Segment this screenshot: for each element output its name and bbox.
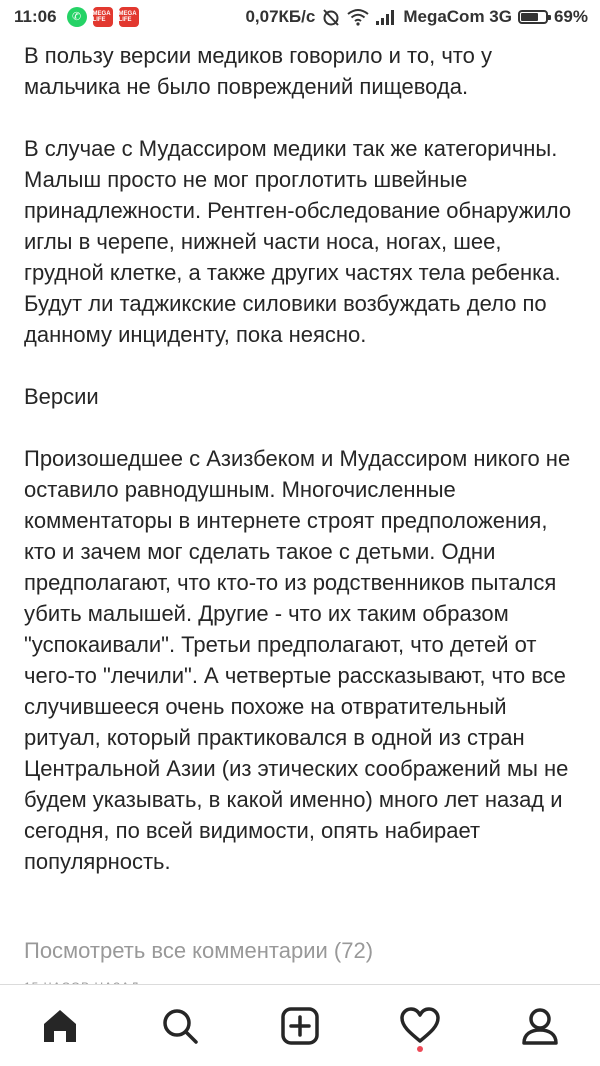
view-all-comments-link[interactable]: Посмотреть все комментарии (72)	[24, 938, 374, 963]
caption-paragraph: В случае с Мудассиром медики так же категоричны. Малыш просто не мог проглотить швейные принадлежности. Рентген-обследование обнаружило иглы в черепе, нижней части носа, ногах, шее, грудной клетке, а также других частях тела ребенка. Будут ли таджикские силовики возбуждать дело по данному инциденту, пока неясно.	[24, 136, 572, 347]
caption-paragraph: В пользу версии медиков говорило и то, что у мальчика не было повреждений пищевода.	[24, 43, 492, 99]
signal-icon	[375, 9, 397, 25]
carrier-name: MegaCom 3G	[403, 7, 512, 26]
alarm-off-icon	[321, 7, 341, 27]
status-right	[245, 7, 588, 27]
bottom-nav	[0, 984, 600, 1066]
activity-icon	[399, 1006, 441, 1046]
nav-profile-button[interactable]	[510, 996, 570, 1056]
wifi-icon	[347, 8, 369, 26]
profile-icon	[520, 1006, 560, 1046]
status-left	[14, 7, 139, 27]
caption-paragraph: Произошедшее с Азизбеком и Мудассиром никого не оставило равнодушным. Многочисленные комментаторы в интернете строят предположения, кто и зачем мог сделать такое с детьми. Одни предполагают, что кто-то из родственников пытался убить малышей. Другие - что их таким образом "успокаивали". Третьи предполагают, что детей от чего-то "лечили". А четвертые рассказывают, что все случившееся очень похоже на отвратительный ритуал, который практиковался в одной из стран Центральной Азии (из этических соображений мы не будем указывать, в какой именно) много лет назад и сегодня, по всей видимости, опять набирает популярность.	[24, 446, 571, 874]
whatsapp-icon: ✆	[67, 7, 87, 27]
nav-new-post-button[interactable]	[270, 996, 330, 1056]
megalife-app-icon-2: MEGA LIFE	[119, 7, 139, 27]
megalife-app-icon: MEGA LIFE	[93, 7, 113, 27]
status-time: 11:06	[14, 7, 57, 26]
battery-level: 69%	[553, 7, 588, 26]
nav-search-button[interactable]	[150, 996, 210, 1056]
new-post-icon	[280, 1006, 320, 1046]
post-caption	[24, 40, 580, 895]
search-icon	[160, 1006, 200, 1046]
battery-icon	[518, 10, 548, 24]
status-bar	[0, 0, 600, 34]
network-speed: 0,07КБ/с	[245, 7, 316, 26]
nav-activity-button[interactable]	[390, 996, 450, 1056]
caption-paragraph: Версии	[24, 384, 99, 409]
notification-dot	[417, 1046, 423, 1052]
nav-home-button[interactable]	[30, 996, 90, 1056]
home-icon	[40, 1006, 80, 1046]
